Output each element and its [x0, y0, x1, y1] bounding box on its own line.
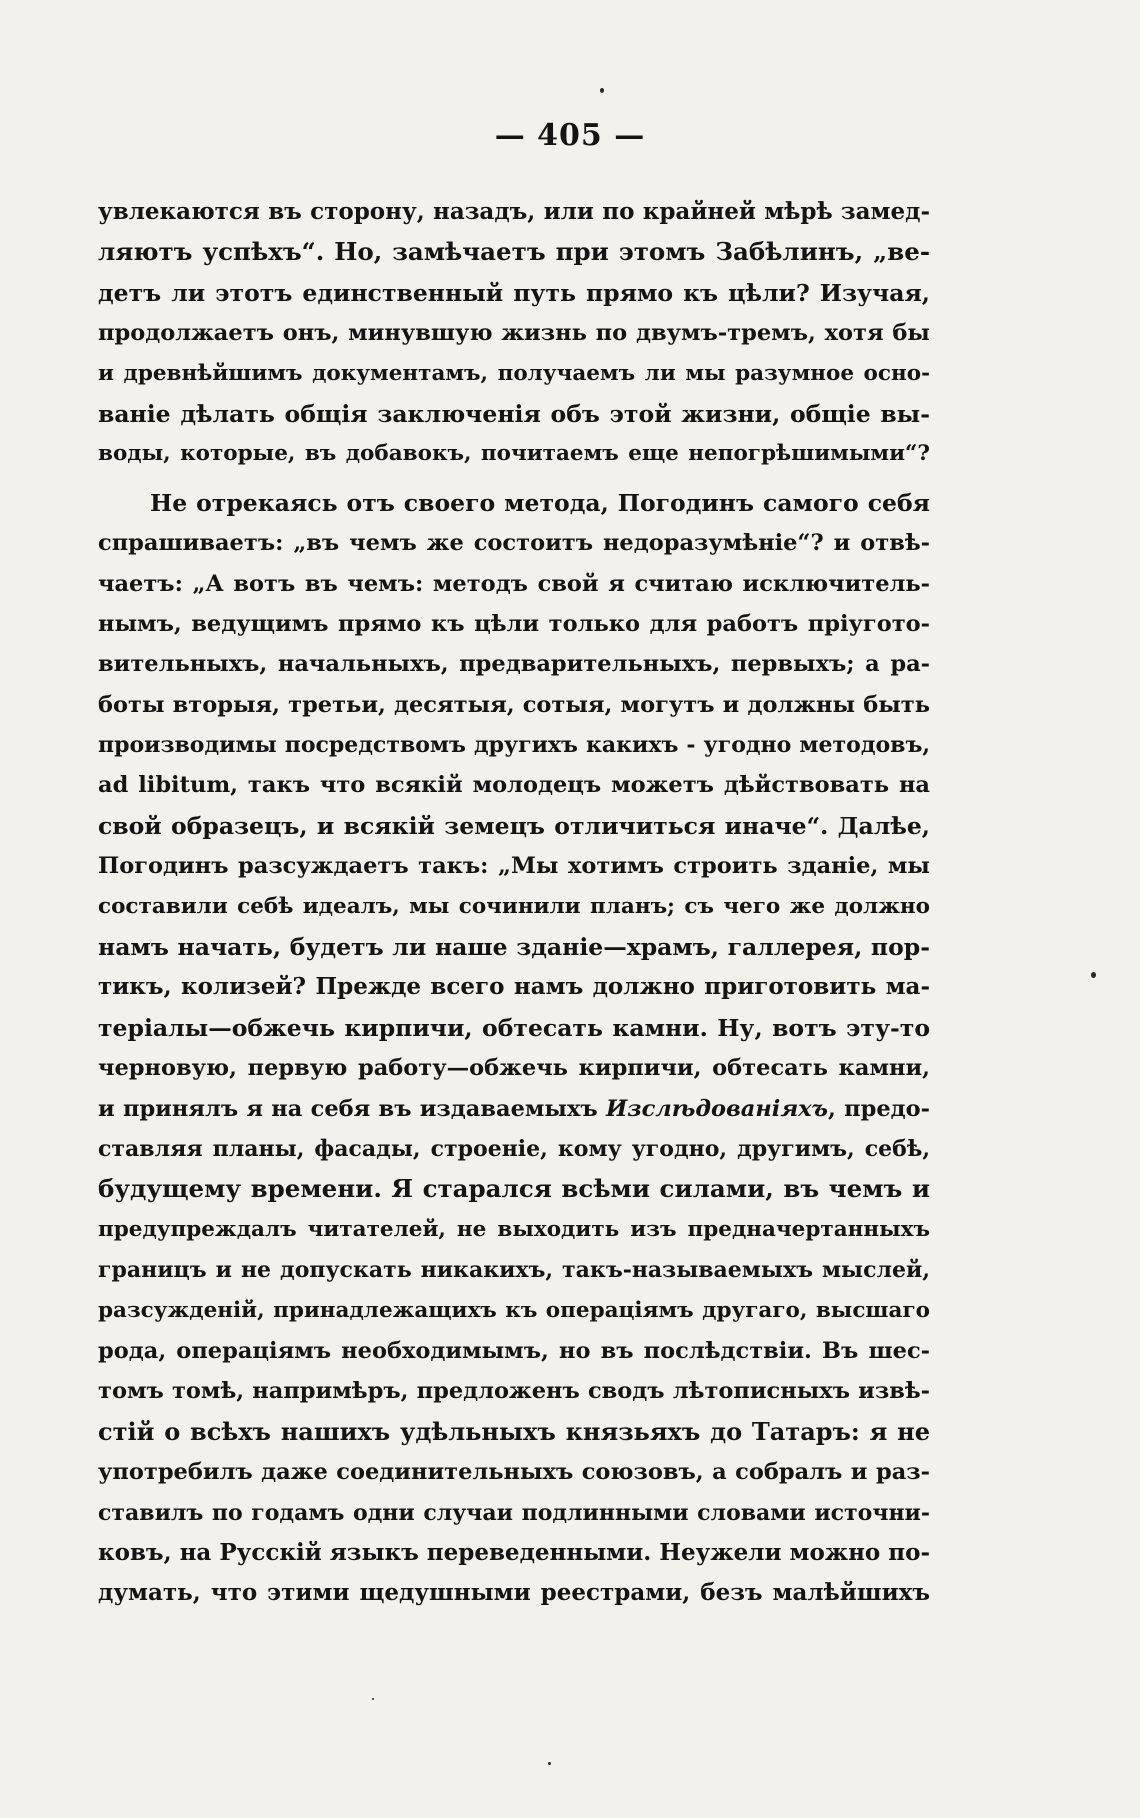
- text-line: воды, которые, въ добавокъ, почитаемъ еще непогрѣшимыми“?: [98, 441, 930, 467]
- print-speck: [1091, 972, 1096, 978]
- text-line: и принялъ я на себя въ издаваемыхъ Изслѣдованіяхъ, предо-: [98, 1095, 930, 1122]
- text-line: намъ начать, будетъ ли наше зданіе—храмъ, галлерея, пор-: [98, 933, 930, 962]
- body-text: [98, 192, 930, 1614]
- text-line: черновую, первую работу—обжечь кирпичи, обтесать камни,: [98, 1055, 930, 1082]
- text-line: разсужденій, принадлежащихъ къ операціямъ другаго, высшаго: [98, 1297, 930, 1323]
- text-line: Не отрекаясь отъ своего метода, Погодинъ самого себя: [150, 488, 930, 517]
- text-line: свой образецъ, и всякій земецъ отличиться иначе“. Далѣе,: [98, 811, 930, 840]
- text-line: рода, операціямъ необходимымъ, но въ послѣдствіи. Въ шес-: [98, 1337, 930, 1364]
- text-line: спрашиваетъ: „въ чемъ же состоитъ недоразумѣніе“? и отвѣ-: [98, 530, 930, 557]
- text-line: тикъ, колизей? Прежде всего намъ должно приготовить ма-: [98, 973, 930, 1001]
- text-line: боты вторыя, третьи, десятыя, сотыя, могутъ и должны быть: [98, 691, 930, 718]
- text-line: будущему времени. Я старался всѣми силами, въ чемъ и: [98, 1174, 930, 1204]
- text-line: чаетъ: „А вотъ въ чемъ: методъ свой я считаю исключитель-: [98, 570, 930, 597]
- text-line: предупреждалъ читателей, не выходить изъ предначертанныхъ: [98, 1216, 930, 1242]
- text-line: и древнѣйшимъ документамъ, получаемъ ли мы разумное осно-: [98, 360, 930, 386]
- page-number: — 405 —: [494, 118, 646, 153]
- text-line: нымъ, ведущимъ прямо къ цѣли только для работъ пріуготo-: [98, 610, 930, 637]
- text-line: производимы посредствомъ другихъ какихъ - угодно методовъ,: [98, 732, 930, 759]
- text-line: увлекаются въ сторону, назадъ, или по крайней мѣрѣ замед-: [98, 198, 930, 225]
- text-line: ставляя планы, фасады, строеніе, кому угодно, другимъ, себѣ,: [98, 1135, 930, 1162]
- text-line: думать, что этими щедушными реестрами, безъ малѣйшихъ: [98, 1579, 930, 1607]
- text-line: ваніе дѣлать общія заключенія объ этой жизни, общіе вы-: [98, 399, 930, 428]
- text-line: ляютъ успѣхъ“. Но, замѣчаетъ при этомъ Забѣлинъ, „ве-: [98, 237, 930, 267]
- text-line: ad libitum, такъ что всякій молодецъ можетъ дѣйствовать на: [98, 772, 930, 799]
- text-line: составили себѣ идеалъ, мы сочинили планъ; съ чего же должно: [98, 893, 930, 919]
- text-line: границъ и не допускать никакихъ, такъ-называемыхъ мыслей,: [98, 1257, 930, 1284]
- text-line: теріалы—обжечь кирпичи, обтесать камни. Ну, вотъ эту-то: [98, 1013, 930, 1042]
- text-line: употребилъ даже соединительныхъ союзовъ, а собралъ и раз-: [98, 1459, 930, 1486]
- text-line: продолжаетъ онъ, минувшую жизнь по двумъ-тремъ, хотя бы: [98, 320, 930, 347]
- italic-title: Изслѣдованіяхъ: [605, 1095, 829, 1122]
- text-line: ковъ, на Русскій языкъ переведенными. Неужели можно по-: [98, 1538, 930, 1566]
- print-speck: [372, 1698, 374, 1700]
- text-line: стій о всѣхъ нашихъ удѣльныхъ князьяхъ до Татаръ: я не: [98, 1416, 930, 1446]
- text-line: вительныхъ, начальныхъ, предварительныхъ, первыхъ; а ра-: [98, 651, 930, 678]
- text-line: ставилъ по годамъ одни случаи подлинными словами источни-: [98, 1499, 930, 1526]
- text-line: Погодинъ разсуждаетъ такъ: „Мы хотимъ строить зданіе, мы: [98, 853, 930, 880]
- text-line: томъ томѣ, напримѣръ, предложенъ сводъ лѣтописныхъ извѣ-: [98, 1378, 930, 1405]
- print-speck: [600, 88, 604, 93]
- print-speck: [548, 1762, 551, 1765]
- text-line: детъ ли этотъ единственный путь прямо къ цѣли? Изучая,: [98, 278, 930, 307]
